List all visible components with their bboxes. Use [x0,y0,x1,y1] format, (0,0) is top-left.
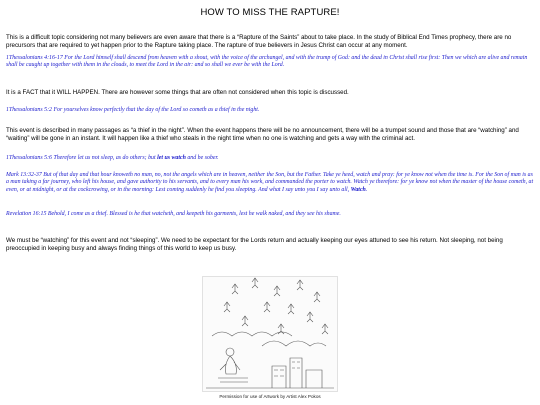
artwork-caption: Permission for use of Artwork by Artist Alex Pokos [219,394,321,399]
verse-text: 1Thessalonians 5:6 Therefore let us not sleep, as do others; but [6,155,158,161]
verse-mark-13 [6,172,536,194]
verse-thessalonians-4: 1Thessalonians 4:16-17 For the Lord himself shall descend from heaven with a shout, with the voice of the archangel, and with the trump of God: and the dead in Christ shall rise first: Then we which are alive and remain shall be caught up together with them in the clouds, to meet the Lord in the air: and so shall we ever be with the Lord. [6,55,528,69]
verse-end: and be sober. [185,155,219,161]
intro-paragraph: This is a difficult topic considering not many believers are even aware that there is a “Rapture of the Saints” about to take place. In the study of Biblical End Times prophecy, there are no precursors that are required to yet happen prior to the Rapture taking place. The rapture of true believers in Jesus Christ can occur at any moment. [6,34,512,49]
verse-thessalonians-5-2: 1Thessalonians 5:2 For yourselves know perfectly that the day of the Lord so cometh as a thief in the night. [6,107,260,113]
verse-emphasis: Watch [350,186,366,193]
page-title: HOW TO MISS THE RAPTURE! [200,7,340,18]
closing-paragraph: We must be “watching” for this event and not “sleeping”. We need to be expectant for the Lords return and actually keeping our eyes attuned to see his return. Not sleeping, not being preoccupied in keeping busy and always finding things of this world to keep us busy. [6,237,503,252]
thief-paragraph: This event is described in many passages as “a thief in the night”. When the event happens there will be no announcement, there will be a trumpet sound and those that are “watching” and “waiting” will be gone in an instant. It will happen like a thief who steals in the night time when no one is watching and gets a way with the criminal act. [6,127,519,142]
verse-thessalonians-5-6 [6,155,536,162]
verse-emphasis: let us watch [157,155,186,161]
verse-end: . [365,186,368,193]
rapture-artwork [202,276,338,392]
verse-text: Mark 13:32-37 But of that day and that hour knoweth no man, no, not the angels which are in heaven, neither the Son, but the Father. Take ye heed, watch and pray: for ye know not when the time is. For the Son of man is as a man taking a far journey, who left his house, and gave authority to his servants, and to every man his work, and commanded the porter to watch. Watch ye therefore: for ye know not when the master of the house cometh, at even, or at midnight, or at the cockcrowing, or in the morning: Lest coming suddenly he find you sleeping. And what I say unto you I say unto all, [6,172,534,193]
verse-revelation-16: Revelation 16:15 Behold, I come as a thief. Blessed is he that watcheth, and keepeth his garments, lest he walk naked, and they see his shame. [6,211,341,217]
fact-paragraph: It is a FACT that it WILL HAPPEN. There are however some things that are often not considered when this topic is discussed. [6,89,349,96]
